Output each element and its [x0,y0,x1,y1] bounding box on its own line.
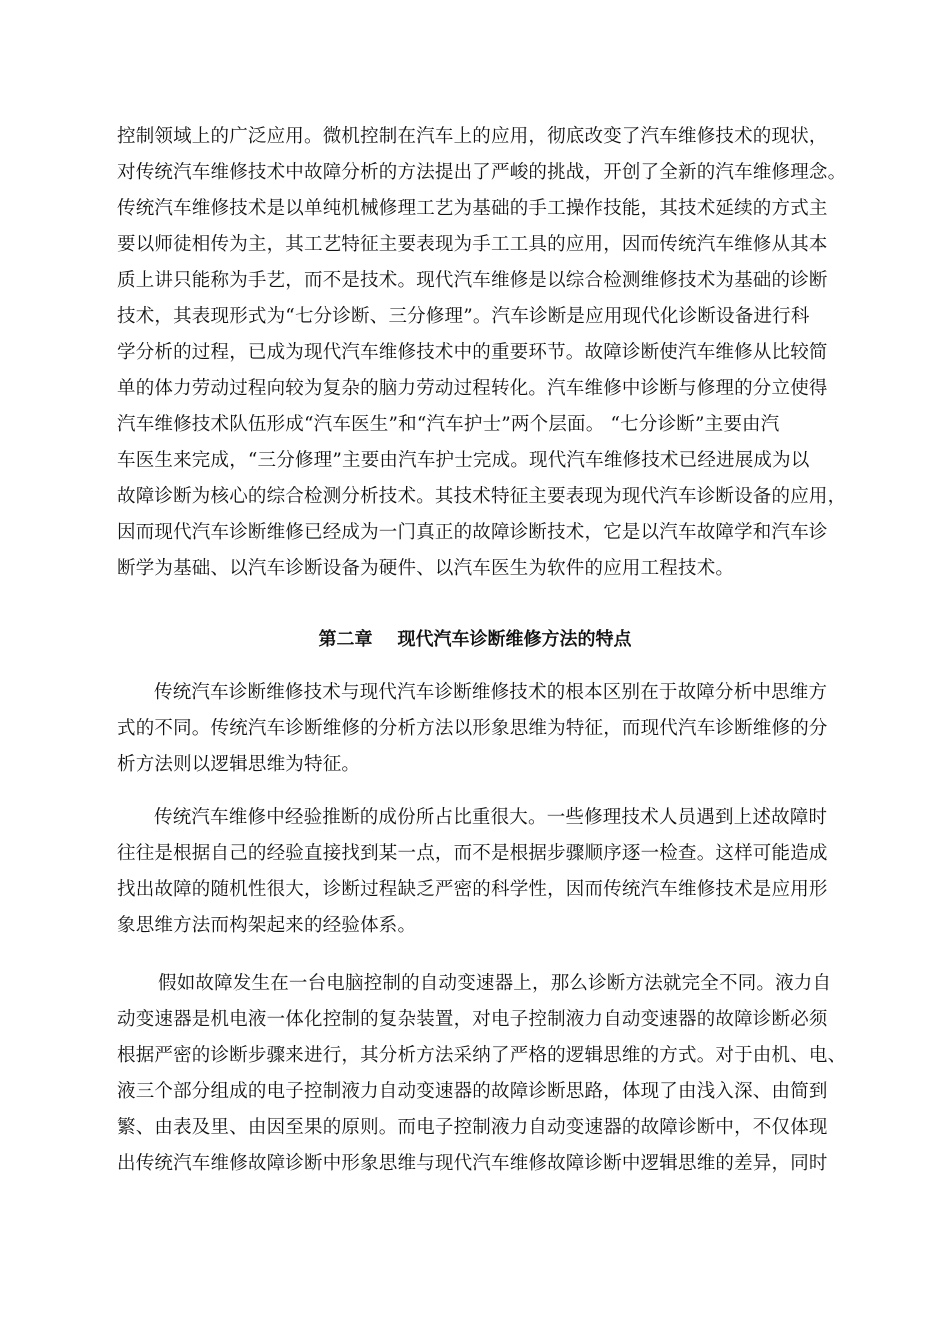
body-text-line: 繁、由表及里、由因至果的原则。而电子控制液力自动变速器的故障诊断中，不仅体现 [117,1117,828,1138]
body-text-line: 找出故障的随机性很大，诊断过程缺乏严密的科学性，因而传统汽车维修技术是应用形 [117,879,828,900]
body-text-line: 技术，其表现形式为“七分诊断、三分修理”。汽车诊断是应用现代化诊断设备进行科 [117,306,810,327]
body-text-line: 传统汽车维修中经验推断的成份所占比重很大。一些修理技术人员遇到上述故障时 [154,807,828,828]
chapter-heading: 第二章 现代汽车诊断维修方法的特点 [318,629,632,650]
body-text-line: 车医生来完成，“三分修理”主要由汽车护士完成。现代汽车维修技术已经进展成为以 [117,450,810,471]
body-text-line: 要以师徒相传为主，其工艺特征主要表现为手工工具的应用，因而传统汽车维修从其本 [117,234,828,255]
body-text-line: 学分析的过程，已成为现代汽车维修技术中的重要环节。故障诊断使汽车维修从比较简 [117,342,828,363]
body-text-line: 根据严密的诊断步骤来进行，其分析方法采纳了严格的逻辑思维的方式。对于由机、电、 [117,1045,847,1066]
body-text-line: 单的体力劳动过程向较为复杂的脑力劳动过程转化。汽车维修中诊断与修理的分立使得 [117,378,828,399]
body-text-line: 汽车维修技术队伍形成“汽车医生”和“汽车护士”两个层面。 “七分诊断”主要由汽 [117,414,780,435]
body-text-line: 因而现代汽车诊断维修已经成为一门真正的故障诊断技术，它是以汽车故障学和汽车诊 [117,522,828,543]
body-text-line: 象思维方法而构架起来的经验体系。 [117,915,417,936]
body-text-line: 传统汽车维修技术是以单纯机械修理工艺为基础的手工操作技能，其技术延续的方式主 [117,198,828,219]
body-text-line: 对传统汽车维修技术中故障分析的方法提出了严峻的挑战，开创了全新的汽车维修理念。 [117,162,847,183]
body-text-line: 动变速器是机电液一体化控制的复杂装置，对电子控制液力自动变速器的故障诊断必须 [117,1009,828,1030]
body-text-line: 传统汽车诊断维修技术与现代汽车诊断维修技术的根本区别在于故障分析中思维方 [154,682,828,703]
body-text-line: 故障诊断为核心的综合检测分析技术。其技术特征主要表现为现代汽车诊断设备的应用， [117,486,847,507]
body-text-line: 出传统汽车维修故障诊断中形象思维与现代汽车维修故障诊断中逻辑思维的差异，同时 [117,1153,828,1174]
body-text-line: 析方法则以逻辑思维为特征。 [117,754,361,775]
body-text-line: 往往是根据自己的经验直接找到某一点，而不是根据步骤顺序逐一检查。这样可能造成 [117,843,828,864]
body-text-line: 液三个部分组成的电子控制液力自动变速器的故障诊断思路，体现了由浅入深、由简到 [117,1081,828,1102]
body-text-line: 质上讲只能称为手艺，而不是技术。现代汽车维修是以综合检测维修技术为基础的诊断 [117,270,828,291]
body-text-line: 式的不同。传统汽车诊断维修的分析方法以形象思维为特征，而现代汽车诊断维修的分 [117,718,828,739]
body-text-line: 断学为基础、以汽车诊断设备为硬件、以汽车医生为软件的应用工程技术。 [117,558,735,579]
body-text-line: 控制领域上的广泛应用。微机控制在汽车上的应用，彻底改变了汽车维修技术的现状， [117,126,828,147]
body-text-line: 假如故障发生在一台电脑控制的自动变速器上，那么诊断方法就完全不同。液力自 [158,973,832,994]
